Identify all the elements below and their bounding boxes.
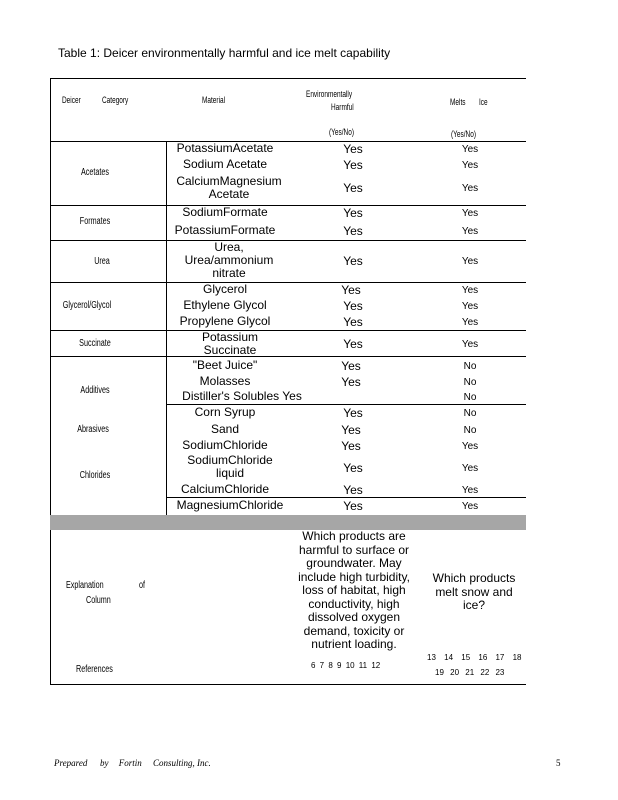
table-bottom-border	[50, 684, 526, 685]
explanation-env-text: Which products are harmful to surface or groundwater. May include high turbidity, loss of habitat, high conductivity, high dissolved oxygen demand, toxicity or nutrient loading.	[298, 529, 410, 651]
table-row-material: Propylene Glycol	[179, 314, 271, 328]
table-row-melts-ice: No	[463, 425, 477, 436]
table-row-melts-ice: Yes	[461, 441, 479, 452]
table-row-material: SodiumFormate	[182, 205, 268, 219]
group-separator	[50, 330, 526, 331]
header-material: Material	[202, 95, 226, 105]
header-category: Category	[102, 95, 129, 105]
footer-consulting: Consulting,	[153, 758, 195, 768]
table-row-env-harmful: Yes	[341, 283, 361, 297]
table-row-melts-ice: Yes	[461, 339, 479, 350]
table-row-material: SodiumChloride	[182, 438, 268, 452]
table-row-melts-ice: Yes	[461, 463, 479, 474]
table-row-melts-ice: Yes	[461, 285, 479, 296]
references-env: 6 7 8 9 10 11 12	[311, 661, 381, 670]
table-row-melts-ice: Yes	[461, 208, 479, 219]
table-row-env-harmful: Yes	[343, 483, 363, 497]
explanation-melts-text: Which products melt snow and ice?	[432, 571, 516, 612]
table-row-env-harmful: Yes	[343, 254, 363, 268]
table-row-material: CalciumChloride	[180, 482, 270, 496]
category-glycerol-glycol: Glycerol/Glycol	[62, 300, 112, 311]
table-row-env-harmful: Yes	[341, 439, 361, 453]
table-row-melts-ice: Yes	[461, 256, 479, 267]
header-env-line1: Environmentally	[306, 89, 353, 99]
table-row-env-harmful: Yes	[341, 423, 361, 437]
category-divider	[166, 141, 167, 515]
table-row-melts-ice: Yes	[461, 183, 479, 194]
footer-by: by Fortin	[100, 758, 142, 768]
table-row-melts-ice: Yes	[461, 160, 479, 171]
table-row-env-harmful: Yes	[343, 158, 363, 172]
gray-band	[50, 515, 526, 530]
header-env-line2: Harmful	[331, 102, 354, 112]
table-row-env-harmful: Yes	[343, 224, 363, 238]
table-caption: Table 1: Deicer environmentally harmful and ice melt capability	[58, 46, 391, 60]
header-melts-yesno: (Yes/No)	[451, 129, 476, 139]
footer-inc: Inc.	[197, 758, 211, 768]
table-row-env-harmful: Yes	[343, 337, 363, 351]
group-separator	[50, 356, 526, 357]
table-row-env-harmful: Yes	[343, 406, 363, 420]
table-row-melts-ice: No	[463, 377, 477, 388]
table-row-material: Corn Syrup	[194, 405, 256, 419]
category-abrasives: Abrasives	[77, 424, 109, 435]
header-ice: Ice	[479, 97, 488, 107]
table-row-env-harmful: Yes	[343, 461, 363, 475]
table-row-env-harmful: Yes	[343, 181, 363, 195]
category-acetates: Acetates	[80, 167, 110, 178]
table-row-env-harmful: Yes	[343, 299, 363, 313]
category-succinate: Succinate	[79, 338, 111, 349]
header-deicer: Deicer	[62, 95, 81, 105]
category-urea: Urea	[94, 256, 110, 267]
table-row-material: Sand	[210, 422, 240, 436]
table-top-border	[50, 78, 526, 79]
header-env-line3: (Yes/No)	[329, 127, 354, 137]
table-row-material: Sodium Acetate	[182, 157, 268, 171]
table-row-melts-ice: Yes	[461, 144, 479, 155]
table-row-env-harmful: Yes	[343, 315, 363, 329]
table-row-material: Molasses	[199, 374, 251, 388]
header-divider	[50, 141, 526, 142]
table-row-material: SodiumChloride liquid	[187, 453, 273, 480]
page-number: 5	[556, 758, 561, 768]
table-row-melts-ice: No	[463, 408, 477, 419]
references-melts-line1: 13 14 15 16 17 18	[427, 653, 522, 662]
table-row-material: Potassium Succinate	[201, 330, 259, 357]
header-melts: Melts	[450, 97, 466, 107]
table-row-melts-ice: No	[463, 392, 477, 403]
table-row-material: Distiller's Solubles Yes	[182, 389, 302, 403]
table-row-material: "Beet Juice"	[192, 358, 258, 372]
table-row-material: CalciumMagnesium Acetate	[176, 174, 282, 201]
category-chlorides: Chlorides	[79, 470, 111, 481]
table-row-material: PotassiumFormate	[174, 223, 276, 237]
explanation-of: of	[139, 580, 146, 591]
table-row-material: Urea, Urea/ammonium nitrate	[184, 240, 274, 280]
table-row-env-harmful: Yes	[341, 375, 361, 389]
group-separator	[50, 282, 526, 283]
group-separator	[50, 205, 526, 206]
category-formates: Formates	[79, 216, 111, 227]
table-row-material: PotassiumAcetate	[176, 141, 274, 155]
table-row-env-harmful: Yes	[343, 206, 363, 220]
footer-prepared: Prepared	[54, 758, 88, 768]
references-label: References	[76, 664, 113, 675]
table-row-melts-ice: Yes	[461, 317, 479, 328]
table-row-env-harmful: Yes	[343, 142, 363, 156]
explanation-column: Column	[86, 595, 111, 606]
table-row-melts-ice: No	[463, 361, 477, 372]
table-row-env-harmful: Yes	[343, 499, 363, 513]
group-separator	[50, 240, 526, 241]
table-row-material: MagnesiumChloride	[176, 498, 284, 512]
table-row-melts-ice: Yes	[461, 501, 479, 512]
category-additives: Additives	[80, 385, 110, 396]
table-row-material: Glycerol	[202, 282, 247, 296]
table-row-melts-ice: Yes	[461, 485, 479, 496]
table-row-material: Ethylene Glycol	[183, 298, 267, 312]
table-row-env-harmful: Yes	[341, 359, 361, 373]
references-melts-line2: 19 20 21 22 23	[435, 668, 505, 677]
table-row-melts-ice: Yes	[461, 226, 479, 237]
table-row-melts-ice: Yes	[461, 301, 479, 312]
explanation-label: Explanation	[66, 580, 104, 591]
